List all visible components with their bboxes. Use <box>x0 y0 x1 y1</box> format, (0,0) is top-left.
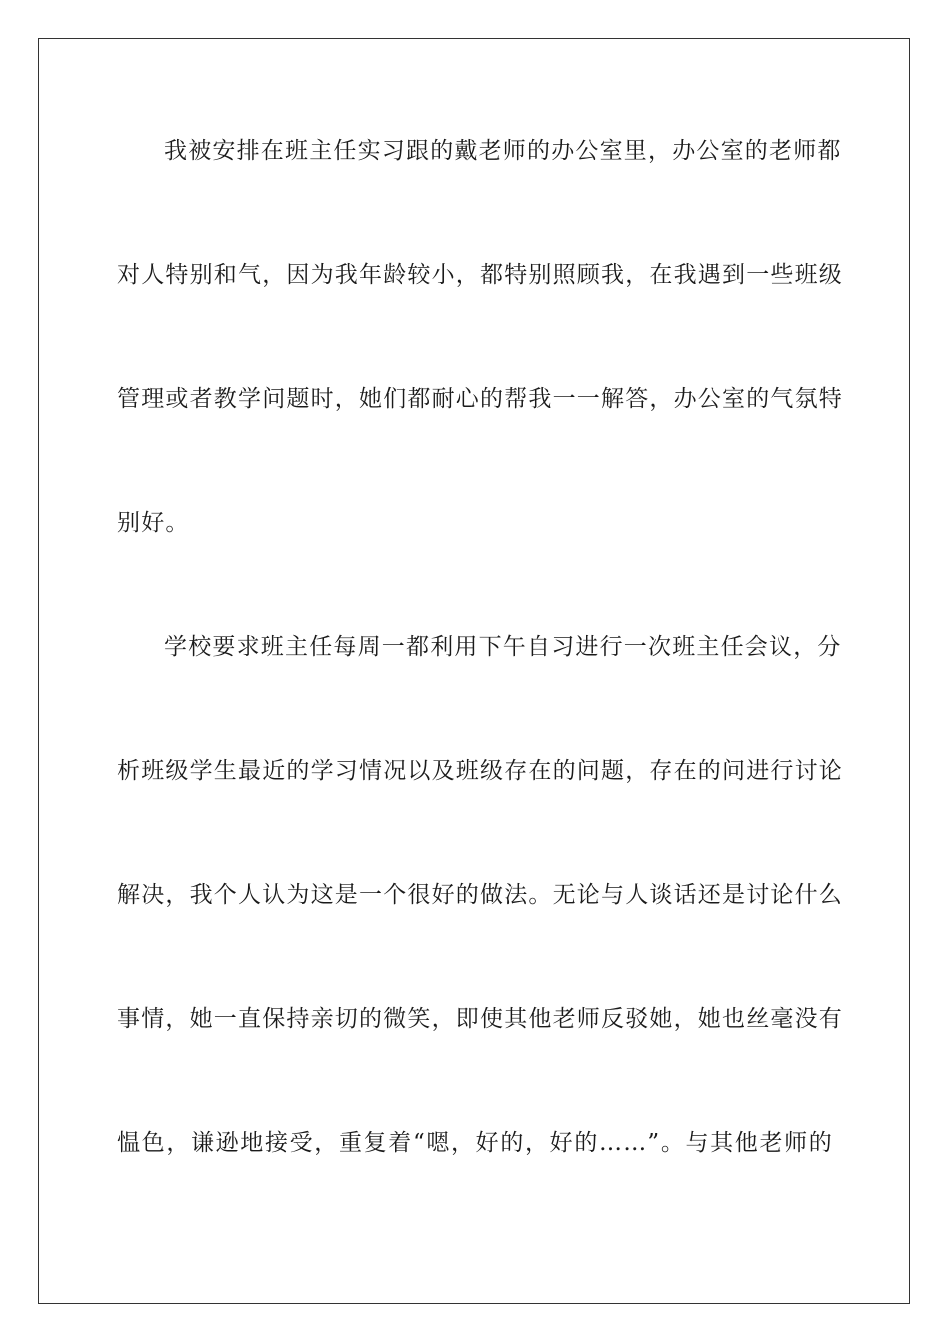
paragraph-2-line-3: 解决，我个人认为这是一个很好的做法。无论与人谈话还是讨论什么 <box>117 882 843 908</box>
paragraph-2-line-2: 析班级学生最近的学习情况以及班级存在的问题，存在的问进行讨论 <box>117 758 843 784</box>
paragraph-2-line-4: 事情，她一直保持亲切的微笑，即使其他老师反驳她，她也丝毫没有 <box>117 1006 843 1032</box>
paragraph-1-line-4: 别好。 <box>117 510 190 536</box>
paragraph-2-line-1: 学校要求班主任每周一都利用下午自习进行一次班主任会议，分 <box>164 634 842 660</box>
paragraph-1-line-1: 我被安排在班主任实习跟的戴老师的办公室里，办公室的老师都 <box>164 138 842 164</box>
paragraph-2-line-5: 愠色，谦逊地接受，重复着“嗯，好的，好的……”。与其他老师的 <box>117 1130 833 1156</box>
paragraph-1-line-3: 管理或者教学问题时，她们都耐心的帮我一一解答，办公室的气氛特 <box>117 386 843 412</box>
page-border <box>38 38 910 1304</box>
paragraph-1-line-2: 对人特别和气，因为我年龄较小，都特别照顾我，在我遇到一些班级 <box>117 262 843 288</box>
